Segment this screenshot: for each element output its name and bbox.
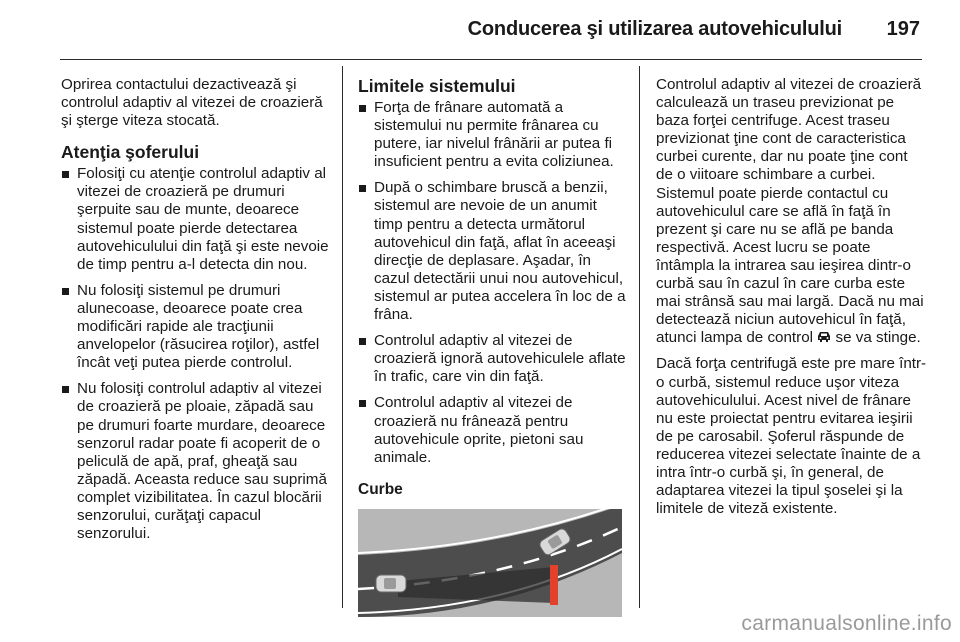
column-divider-1 bbox=[342, 66, 343, 608]
intro-paragraph: Oprirea contactului dezactivează şi controlul adaptiv al vitezei de croazieră şi şterge viteza stocată. bbox=[61, 76, 323, 130]
list-item: După o schimbare bruscă a benzii, sistemul are nevoie de un anumit timp pentru a detecta următorul autovehicul din faţă, aflat în aceeaşi direcţie de deplasare. Aşadar, în cazul detectării unui nou autovehicul, sistemul ar putea accelera în loc de a frâna. bbox=[358, 179, 628, 324]
list-item: Controlul adaptiv al vitezei de croazieră ignoră autovehiculele aflate în trafic, care vin din faţă. bbox=[358, 332, 628, 386]
list-item: Folosiţi cu atenţie controlul adaptiv al vitezei de croazieră pe drumuri şerpuite sau de munte, deoarece sistemul poate pierde detectarea autovehiculului din faţă şi este nevoie de timp pentru a-l detecta din nou. bbox=[61, 165, 329, 274]
curve-paragraph-2: Dacă forţa centrifugă este pre mare într-o curbă, sistemul reduce uşor viteza autovehiculului. Acest nivel de frânare nu este proiectat pentru evitarea ieşirii de pe carosabil. Şoferul răspunde de reducerea vitezei selectate înainte de a intra într-o curbă şi, în general, de adaptarea vitezei la tipul şoselei şi la limitele de viteză existente. bbox=[656, 355, 927, 518]
header-title: Conducerea şi utilizarea autovehiculului bbox=[467, 18, 842, 40]
heading-driver-attention: Atenţia şoferului bbox=[61, 142, 200, 163]
watermark: carmanualsonline.info bbox=[741, 612, 952, 635]
column-divider-2 bbox=[639, 66, 640, 608]
column-3 bbox=[656, 76, 928, 526]
curve-illustration bbox=[358, 509, 622, 617]
list-item: Forţa de frânare automată a sistemului nu permite frânarea cu putere, iar nivelul frânării ar putea fi insuficient pentru a evita coliziunea. bbox=[358, 99, 628, 171]
heading-curves: Curbe bbox=[358, 480, 403, 498]
curve-paragraph-1 bbox=[656, 76, 928, 347]
page-header bbox=[0, 0, 960, 60]
system-limits-list bbox=[358, 99, 628, 467]
list-item: Nu folosiţi controlul adaptiv al vitezei de croazieră pe ploaie, zăpadă sau pe drumuri foarte murdare, deoarece senzorul radar poate fi acoperit de o peliculă de apă, praf, gheaţă sau zăpadă. Aceasta reduce sau suprimă complet vizibilitatea. În cazul blocării senzorului, curăţaţi capacul senzorului. bbox=[61, 380, 329, 543]
curve-road-diagram bbox=[358, 509, 622, 617]
curve-paragraph-1-text: Controlul adaptiv al vitezei de croazieră calculează un traseu previzionat pe baza forţei centrifuge. Acest traseu previzionat ţine cont de caracteristica curbei curente, dar nu poate ţine cont de o viitoare schimbare a curbei. Sistemul poate pierde contactul cu autovehiculul care se află în faţă în prezent şi care nu se află pe banda respectivă. Acest lucru se poate întâmpla la intrarea sau ieşirea dintr-o curbă sau în cazul în care curba este mai strânsă sau mai largă. Dacă nu mai detectează niciun autovehicul în faţă, atunci lampa de control bbox=[656, 76, 924, 347]
column-1 bbox=[61, 76, 329, 551]
heading-system-limits: Limitele sistemului bbox=[358, 76, 516, 96]
list-item: Controlul adaptiv al vitezei de croazieră nu frânează pentru autovehicule oprite, pietoni sau animale. bbox=[358, 394, 628, 466]
list-item: Nu folosiţi sistemul pe drumuri alunecoase, deoarece poate crea modificări rapide ale tracţiunii anvelopelor (răsucirea roţilor), astfel încât veţi putea pierde controlul. bbox=[61, 282, 329, 372]
vehicle-ahead-icon bbox=[817, 331, 831, 343]
curve-paragraph-1-end: se va stinge. bbox=[835, 329, 921, 347]
page-number: 197 bbox=[886, 18, 920, 40]
driver-attention-list bbox=[61, 165, 329, 543]
column-2 bbox=[358, 76, 628, 617]
header-rule bbox=[60, 59, 922, 60]
